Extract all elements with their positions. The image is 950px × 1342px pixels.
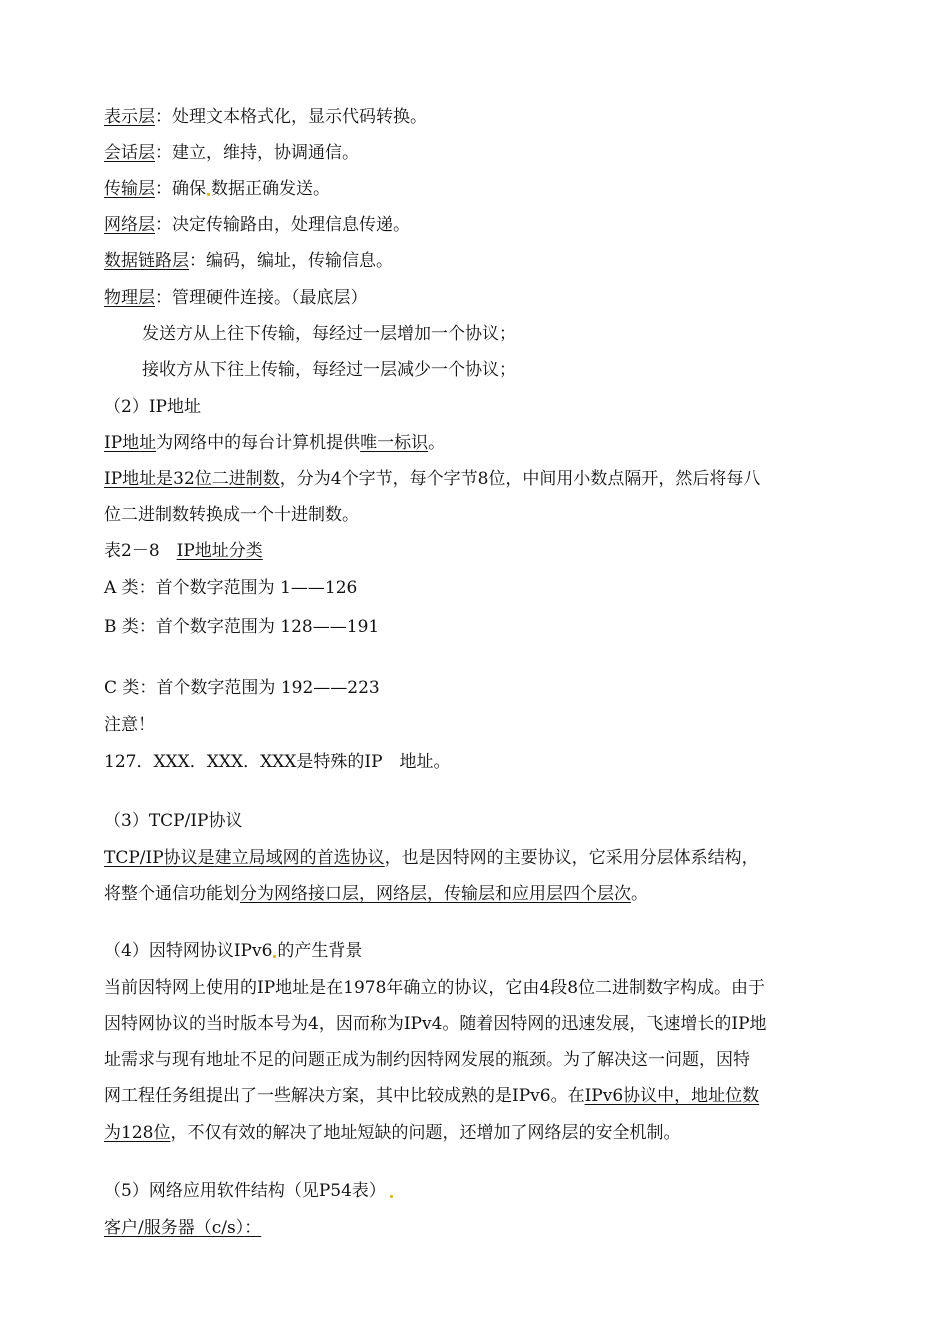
- layer-desc: 处理文本格式化，显示代码转换。: [172, 107, 427, 127]
- ip-note-text: 127．XXX．XXX．XXX是特殊的IP 地址。: [104, 752, 451, 772]
- highlight-dot: [273, 955, 276, 958]
- ip-table-caption: [104, 540, 263, 562]
- ip-class-b: B 类：首个数字范围为 128——191: [104, 617, 380, 637]
- ip-note-label: 注意！: [104, 715, 155, 735]
- ip-text: 。: [428, 433, 446, 453]
- ipv6-line-4: [104, 1085, 759, 1107]
- ip-line-2: [104, 468, 760, 490]
- layer-sep: ：: [155, 288, 172, 308]
- layer-term: 物理层: [104, 288, 155, 308]
- highlight-dot: [390, 1195, 393, 1198]
- osi-layer-datalink: [104, 250, 393, 272]
- cs-colon: ：: [244, 1218, 262, 1238]
- osi-layer-network: [104, 214, 410, 236]
- tcpip-line-2: [104, 883, 648, 905]
- send-note: 发送方从上往下传输，每经过一层增加一个协议；: [142, 324, 516, 344]
- table-title: IP地址分类: [176, 541, 263, 561]
- tcpip-layers: 分为网络接口层，网络层，传输层和应用层四个层次: [240, 884, 631, 904]
- tcpip-text: 。: [631, 884, 648, 904]
- osi-layer-transport: [104, 178, 330, 200]
- layer-desc: 编码，编址，传输信息。: [206, 251, 393, 271]
- layer-desc: 数据正确发送。: [211, 179, 330, 199]
- ipv6-line-3: 址需求与现有地址不足的问题正成为制约因特网发展的瓶颈。为了解决这一问题，因特: [104, 1050, 750, 1070]
- layer-term: 会话层: [104, 143, 155, 163]
- ip-term: IP地址: [104, 433, 157, 453]
- tcpip-line-1: [104, 847, 759, 869]
- layer-sep: ：: [155, 107, 172, 127]
- layer-term: 网络层: [104, 215, 155, 235]
- tcpip-text: 将整个通信功能划: [104, 884, 240, 904]
- layer-sep: ：: [189, 251, 206, 271]
- table-prefix: 表2－8: [104, 541, 177, 561]
- ipv6-text: ，不仅有效的解决了地址短缺的问题，还增加了网络层的安全机制。: [170, 1123, 681, 1143]
- ipv6-line-2: 因特网协议的当时版本号为4，因而称为IPv4。随着因特网的迅速发展，飞速增长的IP地: [104, 1014, 767, 1034]
- layer-desc: 决定传输路由，处理信息传递。: [172, 215, 410, 235]
- layer-term: 数据链路层: [104, 251, 189, 271]
- ipv6-heading-a: （4）因特网协议IPv6: [104, 941, 273, 961]
- ip-line-1: [104, 432, 445, 454]
- layer-term: 表示层: [104, 107, 155, 127]
- ip-text: 为网络中的每台计算机提供: [156, 433, 361, 453]
- layer-sep: ：: [155, 179, 172, 199]
- ip-class-a: A 类：首个数字范围为 1——126: [104, 578, 358, 598]
- ipv6-line-5: [104, 1122, 680, 1144]
- tcpip-heading: （3）TCP/IP协议: [104, 811, 243, 831]
- layer-desc: 确保: [172, 179, 206, 199]
- ipv6-text: 网工程任务组提出了一些解决方案，其中比较成熟的是IPv6。在: [104, 1086, 585, 1106]
- ipv6-heading-b: 的产生背景: [277, 941, 363, 961]
- software-heading: [104, 1180, 394, 1202]
- tcpip-text: ，也是因特网的主要协议，它采用分层体系结构，: [384, 848, 759, 868]
- ip-text: ，分为4个字节，每个字节8位，中间用小数点隔开，然后将每八: [279, 469, 761, 489]
- ip-32bit: IP地址是32位二进制数: [104, 469, 280, 489]
- tcpip-underlined: TCP/IP协议是建立局域网的首选协议: [104, 848, 385, 868]
- software-cs: [104, 1217, 261, 1239]
- osi-layer-physical: [104, 287, 368, 309]
- layer-sep: ：: [155, 143, 172, 163]
- software-heading-text: （5）网络应用软件结构（见P54表）: [104, 1181, 386, 1201]
- layer-desc: 建立，维持，协调通信。: [172, 143, 359, 163]
- layer-sep: ：: [155, 215, 172, 235]
- ip-class-c: C 类：首个数字范围为 192——223: [104, 678, 380, 698]
- layer-desc: 管理硬件连接。（最底层）: [172, 288, 368, 308]
- osi-layer-presentation: [104, 106, 427, 128]
- ip-heading: （2）IP地址: [104, 397, 201, 417]
- ip-unique-id: 唯一标识: [360, 433, 429, 453]
- cs-label: 客户/服务器（c/s）: [104, 1218, 245, 1238]
- ipv6-line-1: 当前因特网上使用的IP地址是在1978年确立的协议，它由4段8位二进制数字构成。由于: [104, 978, 766, 998]
- ipv6-heading: [104, 940, 362, 962]
- layer-term: 传输层: [104, 179, 155, 199]
- highlight-dot: [207, 193, 210, 196]
- ip-line-3: 位二进制数转换成一个十进制数。: [104, 505, 359, 525]
- osi-layer-session: [104, 142, 359, 164]
- ipv6-128bit: 为128位: [104, 1123, 171, 1143]
- ipv6-underlined: IPv6协议中，地址位数: [584, 1086, 760, 1106]
- recv-note: 接收方从下往上传输，每经过一层减少一个协议；: [142, 360, 516, 380]
